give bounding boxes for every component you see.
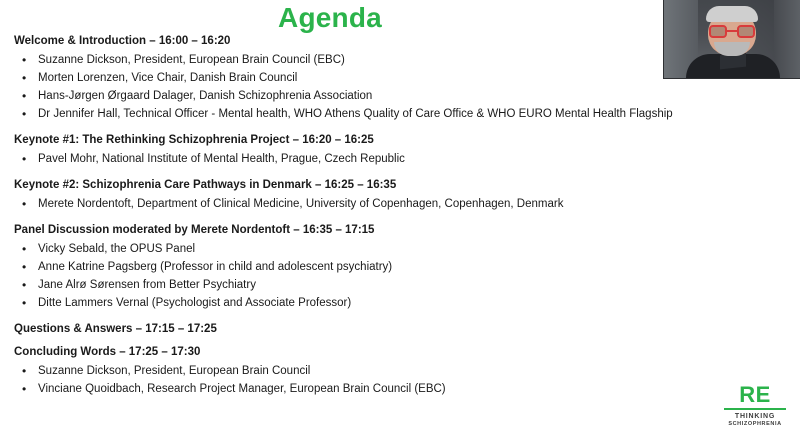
list-item: • Vicky Sebald, the OPUS Panel [14,241,790,259]
agenda-section-heading: Welcome & Introduction – 16:00 – 16:20 [14,35,231,47]
speaker-hair [706,6,758,22]
logo-mark: RE [739,381,771,407]
logo-line2: SCHIZOPHRENIA [728,420,782,427]
agenda-section [14,133,790,169]
agenda-section [14,322,790,336]
list-item: • Jane Alrø Sørensen from Better Psychiatry [14,277,790,295]
list-item: • Suzanne Dickson, President, European Brain Council (EBC) [14,52,790,70]
list-item: • Anne Katrine Pagsberg (Professor in child and adolescent psychiatry) [14,259,790,277]
agenda-section-bullets [14,241,790,312]
list-item: • Suzanne Dickson, President, European Brain Council [14,363,790,381]
list-item: • Vinciane Quoidbach, Research Project Manager, European Brain Council (EBC) [14,381,790,399]
list-item: • Dr Jennifer Hall, Technical Officer - Mental health, WHO Athens Quality of Care Office & WHO EURO Mental Health Flagship [14,106,790,124]
agenda-section [14,223,790,313]
agenda-section-heading: Panel Discussion moderated by Merete Nordentoft – 16:35 – 17:15 [14,224,375,236]
list-item: • Hans-Jørgen Ørgaard Dalager, Danish Schizophrenia Association [14,88,790,106]
agenda-section [14,178,790,214]
agenda-section-bullets [14,52,790,123]
agenda-section-heading: Keynote #2: Schizophrenia Care Pathways in Denmark – 16:25 – 16:35 [14,178,397,191]
list-item: • Pavel Mohr, National Institute of Mental Health, Prague, Czech Republic [14,151,790,169]
agenda-section-heading: Concluding Words – 17:25 – 17:30 [14,346,201,358]
logo-divider [724,408,786,410]
list-item: • Merete Nordentoft, Department of Clinical Medicine, University of Copenhagen, Copenhagen, Denmark [14,196,790,214]
agenda-section-bullets [14,196,790,214]
list-item: • Morten Lorenzen, Vice Chair, Danish Brain Council [14,70,790,88]
agenda-list [14,34,790,408]
logo-line1: THINKING [734,412,776,420]
list-item: • Ditte Lammers Vernal (Psychologist and Associate Professor) [14,295,790,313]
rethinking-schizophrenia-logo [724,381,786,428]
agenda-section [14,34,790,124]
agenda-section-heading: Keynote #1: The Rethinking Schizophrenia Project – 16:20 – 16:25 [14,133,374,146]
agenda-section-bullets [14,363,790,399]
page-title: Agenda [278,2,382,33]
agenda-section-bullets [14,151,790,169]
glasses-bridge [727,30,737,32]
agenda-section [14,345,790,399]
agenda-section-heading: Questions & Answers – 17:15 – 17:25 [14,322,217,335]
